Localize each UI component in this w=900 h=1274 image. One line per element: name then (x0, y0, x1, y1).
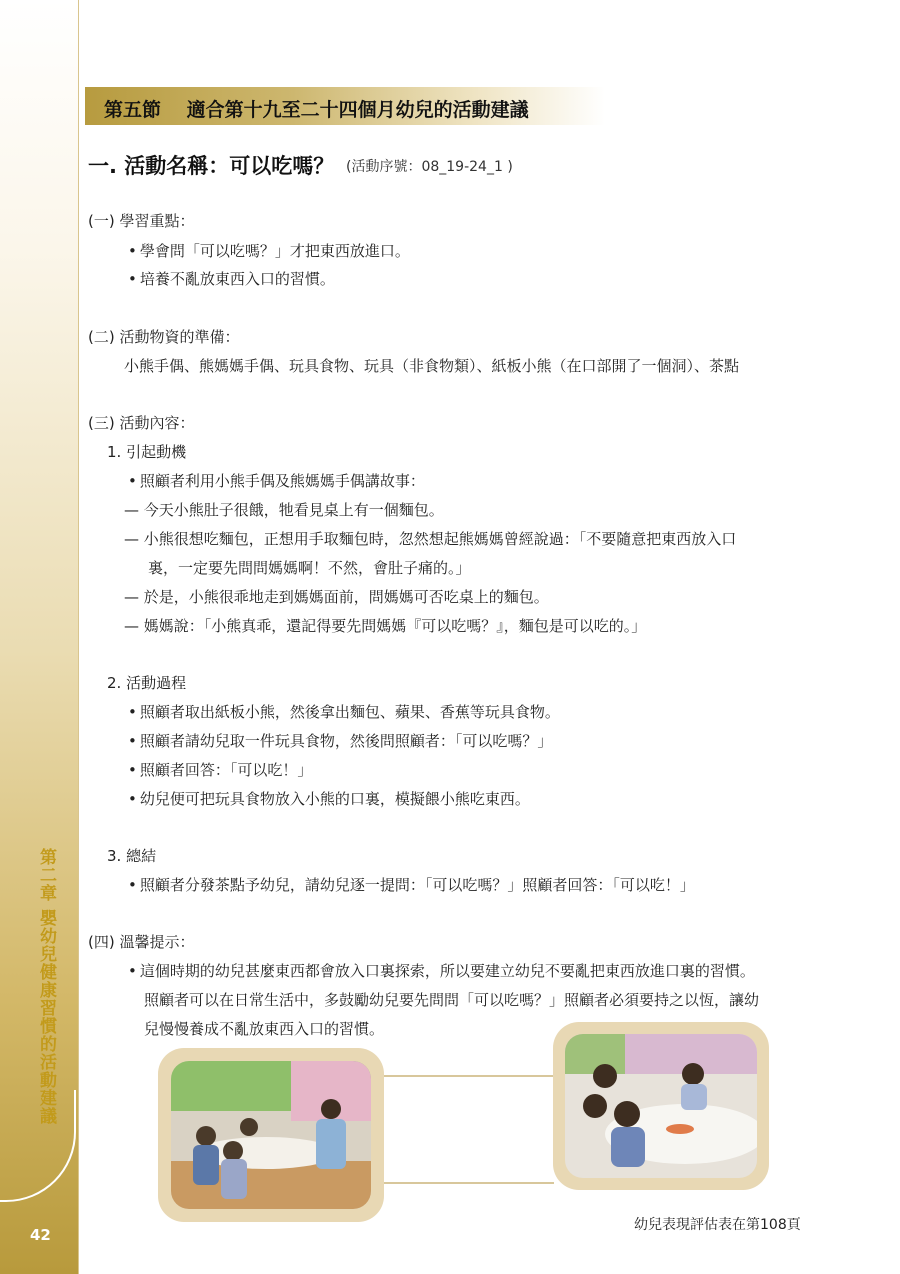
tips-line: • 這個時期的幼兒甚麼東西都會放入口裏探索，所以要建立幼兒不要亂把東西放進口裏的習慣。 (128, 960, 755, 981)
photo-frame-left (158, 1048, 384, 1222)
tips-line: 兒慢慢養成不亂放東西入口的習慣。 (144, 1020, 385, 1038)
page-number: 42 (30, 1226, 51, 1244)
process-item: • 照顧者回答：「可以吃！」 (128, 759, 312, 780)
motivation-heading: 1. 引起動機 (107, 443, 187, 461)
activity-title: 一. 活動名稱：可以吃嗎？ (88, 154, 335, 178)
materials-heading: (二) 活動物資的準備： (88, 328, 240, 346)
activity-serial: (活動序號：08_19-24_1 ) (346, 159, 513, 175)
process-item: • 幼兒便可把玩具食物放入小熊的口裏，模擬餵小熊吃東西。 (128, 788, 530, 809)
photo-frame-right (553, 1022, 769, 1190)
chapter-label: 第二章 嬰幼兒健康習慣的活動建議 (36, 848, 56, 1125)
summary-heading: 3. 總結 (107, 847, 157, 865)
learning-item: • 培養不亂放東西入口的習慣。 (128, 268, 335, 289)
process-heading: 2. 活動過程 (107, 674, 187, 692)
assessment-page-reference: 幼兒表現評估表在第108頁 (634, 1217, 801, 1233)
learning-heading: (一) 學習重點： (88, 212, 195, 230)
story-line: — 於是，小熊很乖地走到媽媽面前，問媽媽可否吃桌上的麵包。 (124, 588, 549, 606)
materials-text: 小熊手偶、熊媽媽手偶、玩具食物、玩具（非食物類）、紙板小熊（在口部開了一個洞）、茶點 (124, 357, 740, 375)
process-item: • 照顧者請幼兒取一件玩具食物，然後問照顧者：「可以吃嗎？」 (128, 730, 552, 751)
classroom-photo-right (565, 1034, 757, 1178)
tips-line: 照顧者可以在日常生活中，多鼓勵幼兒要先問問「可以吃嗎？」照顧者必須要持之以恆，讓幼 (144, 991, 760, 1009)
story-line: — 媽媽說：「小熊真乖，還記得要先問媽媽『可以吃嗎？』，麵包是可以吃的。」 (124, 617, 647, 635)
classroom-photo-left (171, 1061, 371, 1209)
photo-connector (384, 1075, 554, 1184)
tips-heading: (四) 溫馨提示： (88, 933, 195, 951)
motivation-bullet: • 照顧者利用小熊手偶及熊媽媽手偶講故事： (128, 470, 425, 491)
story-line: — 小熊很想吃麵包，正想用手取麵包時，忽然想起熊媽媽曾經說過：「不要隨意把東西放入口 (124, 530, 737, 548)
story-line: 裏，一定要先問問媽媽啊！不然，會肚子痛的。」 (148, 559, 471, 577)
summary-item: • 照顧者分發茶點予幼兒，請幼兒逐一提問：「可以吃嗎？」照顧者回答：「可以吃！」 (128, 874, 695, 895)
sidebar-divider (78, 0, 79, 1274)
content-heading: (三) 活動內容： (88, 414, 195, 432)
process-item: • 照顧者取出紙板小熊，然後拿出麵包、蘋果、香蕉等玩具食物。 (128, 701, 560, 722)
story-line: — 今天小熊肚子很餓，牠看見桌上有一個麵包。 (124, 501, 444, 519)
section-title: 第五節 適合第十九至二十四個月幼兒的活動建議 (104, 99, 529, 121)
learning-item: • 學會問「可以吃嗎？」才把東西放進口。 (128, 240, 410, 261)
